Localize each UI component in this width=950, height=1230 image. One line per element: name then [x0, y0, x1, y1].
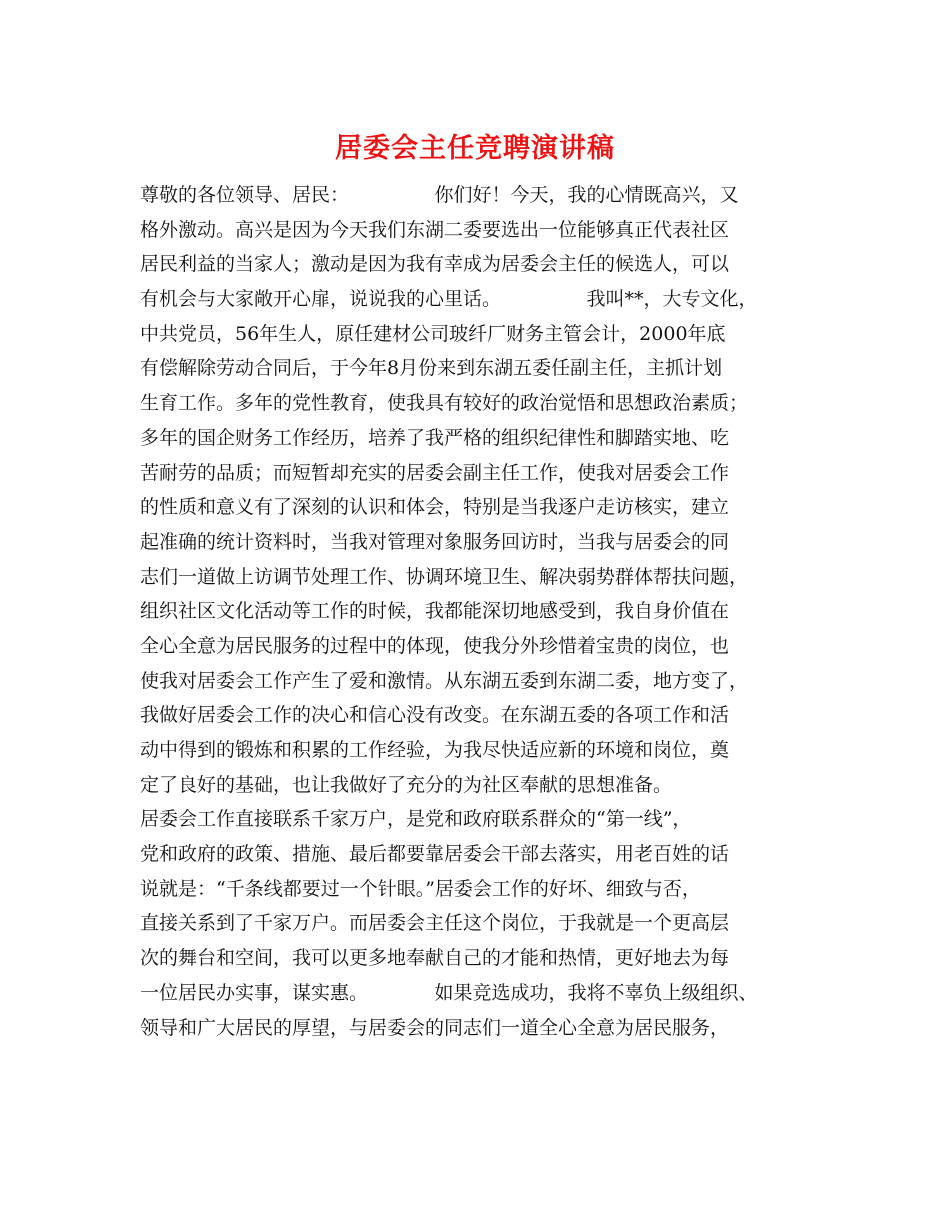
body-line-20: 党和政府的政策、措施、最后都要靠居委会干部去落实，用老百姓的话: [140, 843, 730, 866]
body-line-6: 有偿解除劳动合同后，于今年8月份来到东湖五委任副主任，主抓计划: [140, 357, 723, 380]
body-line-23: 次的舞台和空间，我可以更多地奉献自己的才能和热情，更好地去为每: [140, 947, 730, 970]
body-line-25: 领导和广大居民的厚望，与居委会的同志们一道全心全意为居民服务，: [140, 1016, 730, 1039]
body-line-19: 居委会工作直接联系千家万户，是党和政府联系群众的“第一线”，: [140, 808, 692, 831]
body-line-17: 动中得到的锻炼和积累的工作经验，为我尽快适应新的环境和岗位，奠: [140, 739, 730, 761]
body-line-14: 全心全意为居民服务的过程中的体现，使我分外珍惜着宝贵的岗位，也: [140, 634, 730, 657]
document-title: 居委会主任竞聘演讲稿: [335, 133, 615, 164]
document-body: [140, 178, 830, 1045]
body-line-21: 说就是：“千条线都要过一个针眼。”居委会工作的好坏、细致与否，: [140, 877, 701, 900]
body-line-5: 中共党员，56年生人，原任建材公司玻纤厂财务主管会计，2000年底: [140, 322, 726, 345]
body-line-1: 尊敬的各位领导、居民： 你们好！今天，我的心情既高兴，又: [140, 184, 739, 206]
body-line-11: 起准确的统计资料时，当我对管理对象服务回访时，当我与居委会的同: [140, 530, 730, 553]
body-line-22: 直接关系到了千家万户。而居委会主任这个岗位，于我就是一个更高层: [140, 912, 730, 935]
body-line-8: 多年的国企财务工作经历，培养了我严格的组织纪律性和脚踏实地、吃: [140, 426, 730, 449]
body-line-24: 一位居民办实事，谋实惠。 如果竞选成功，我将不辜负上级组织、: [140, 981, 758, 1004]
body-line-13: 组织社区文化活动等工作的时候，我都能深切地感受到，我自身价值在: [140, 600, 730, 623]
body-line-15: 使我对居委会工作产生了爱和激情。从东湖五委到东湖二委，地方变了，: [140, 669, 749, 692]
body-line-2: 格外激动。高兴是因为今天我们东湖二委要选出一位能够真正代表社区: [140, 218, 730, 241]
body-line-10: 的性质和意义有了深刻的认识和体会，特别是当我逐户走访核实，建立: [140, 496, 730, 519]
body-line-18: 定了良好的基础，也让我做好了充分的为社区奉献的思想准备。: [140, 773, 673, 796]
body-line-3: 居民利益的当家人；激动是因为我有幸成为居委会主任的候选人，可以: [140, 253, 730, 276]
body-line-7: 生育工作。多年的党性教育，使我具有较好的政治觉悟和思想政治素质；: [140, 392, 749, 415]
body-line-4: 有机会与大家敞开心扉，说说我的心里话。 我叫**，大专文化，: [140, 288, 758, 311]
body-line-9: 苦耐劳的品质；而短暂却充实的居委会副主任工作，使我对居委会工作: [140, 461, 730, 484]
body-line-16: 我做好居委会工作的决心和信心没有改变。在东湖五委的各项工作和活: [140, 704, 730, 727]
body-line-12: 志们一道做上访调节处理工作、协调环境卫生、解决弱势群体帮扶问题，: [140, 565, 749, 588]
